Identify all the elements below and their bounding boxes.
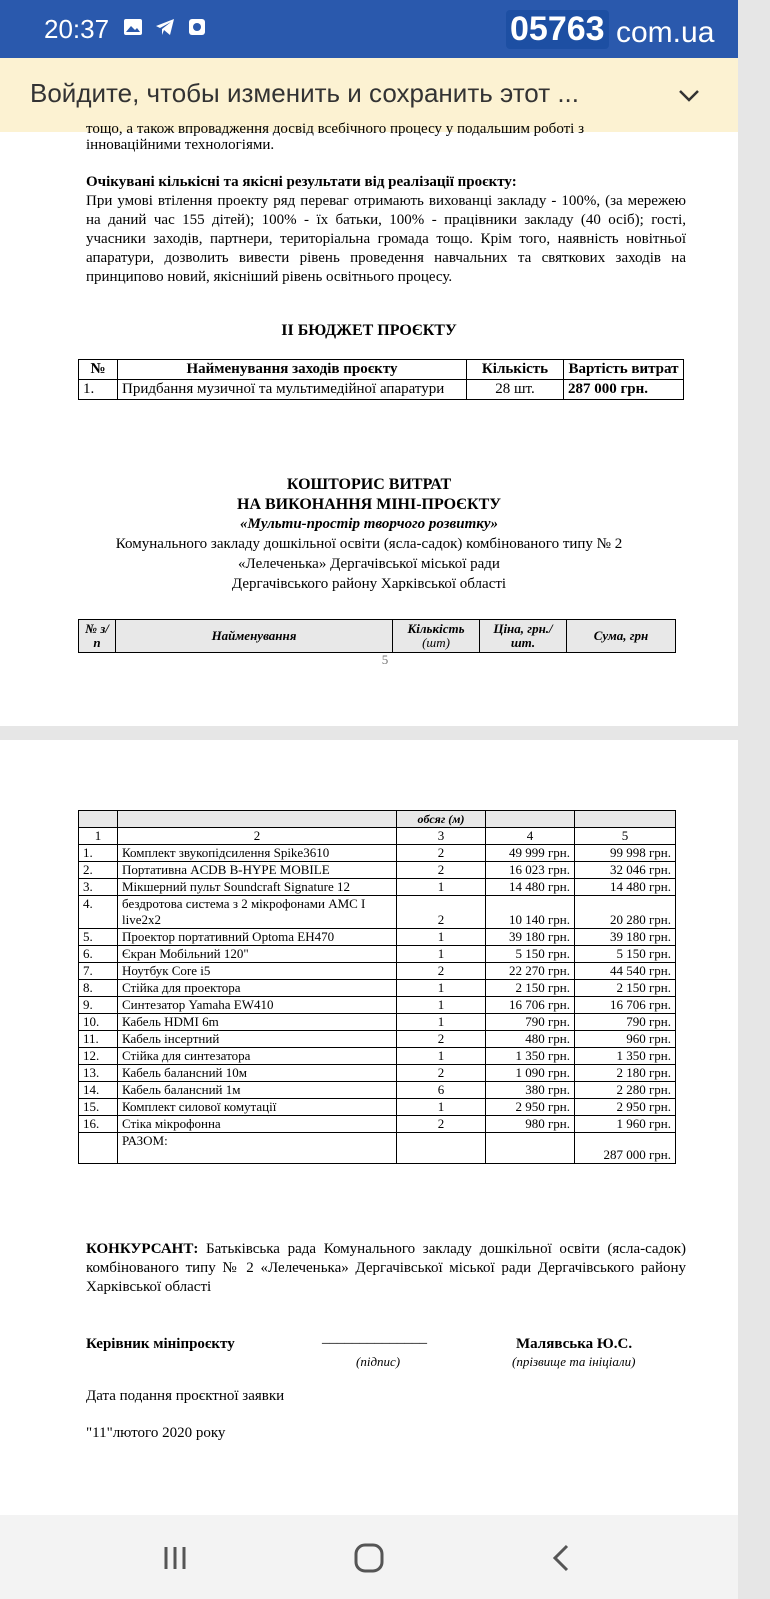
- item-price: 10 140 грн.: [486, 896, 575, 929]
- item-sum: 2 150 грн.: [575, 980, 676, 997]
- estimate-col-num: № з/п: [79, 620, 116, 653]
- leader-label: Керівник мініпроєкту: [86, 1336, 235, 1352]
- table-row: [79, 946, 676, 963]
- table-row: [79, 862, 676, 879]
- table-row: [79, 879, 676, 896]
- item-num: 4.: [79, 896, 118, 929]
- item-price: 2 150 грн.: [486, 980, 575, 997]
- item-num: 3.: [79, 879, 118, 896]
- items-table: [78, 810, 676, 1164]
- item-num: 14.: [79, 1082, 118, 1099]
- item-qty: 1: [397, 1014, 486, 1031]
- colnum-4: 4: [486, 828, 575, 845]
- item-name: Проектор портативний Optoma EH470: [118, 929, 397, 946]
- back-icon[interactable]: [545, 1541, 579, 1575]
- item-name: Мікшерний пульт Soundcraft Signature 12: [118, 879, 397, 896]
- table-row: [79, 980, 676, 997]
- total-value: 287 000 грн.: [575, 1133, 676, 1164]
- sign-line: ______________: [322, 1330, 427, 1346]
- status-bar: [0, 0, 738, 58]
- document-page-5: [0, 121, 738, 726]
- gallery-icon: [122, 16, 144, 38]
- table-row: [79, 1014, 676, 1031]
- name-caption: (прізвище та ініціали): [512, 1354, 636, 1369]
- item-num: 10.: [79, 1014, 118, 1031]
- results-text: При умові втілення проекту ряд переваг отримають вихованці закладу - 100%, (за мережею на даний час 155 дітей); 100% - їх батьки, 100% - працівники закладу (40 осіб); гості, учасники заходів, партнери, територіальна громада тощо. Крім того, наявність новітньої апаратури, дозволить вивести рівень проведення навчальних та святкових заходів на принципово новий, якісніший рівень освітнього процесу.: [86, 193, 686, 285]
- signin-text: Войдите, чтобы изменить и сохранить этот ...: [30, 78, 579, 108]
- item-sum: 1 960 грн.: [575, 1116, 676, 1133]
- app-icon: [186, 16, 208, 38]
- item-price: 980 грн.: [486, 1116, 575, 1133]
- item-qty: 2: [397, 896, 486, 929]
- table-row: [79, 1065, 676, 1082]
- page-number: 5: [381, 652, 389, 667]
- item-price: 39 180 грн.: [486, 929, 575, 946]
- results-heading: Очікувані кількісні та якісні результати від реалізації проєкту:: [86, 174, 517, 190]
- contestant-text: Батьківська рада Комунального закладу дошкільної освіти (ясла-садок) комбінованого типу № 2 «Лелеченька» Дергачівської міської ради Дергачівського району Харківської області: [86, 1241, 687, 1295]
- table-row: [79, 1116, 676, 1133]
- item-name: бездротова система з 2 мікрофонами AMC I live2x2: [118, 896, 397, 929]
- colnum-1: 1: [79, 828, 118, 845]
- estimate-subtitle: «Мульти-простір творчого розвитку»: [240, 516, 498, 532]
- budget-row-qty: 28 шт.: [467, 380, 564, 400]
- item-price: 16 706 грн.: [486, 997, 575, 1014]
- item-price: 49 999 грн.: [486, 845, 575, 862]
- item-name: Стійка для проектора: [118, 980, 397, 997]
- item-name: Стійка для синтезатора: [118, 1048, 397, 1065]
- item-name: Кабель інсертний: [118, 1031, 397, 1048]
- table-row: [79, 963, 676, 980]
- item-qty: 2: [397, 1065, 486, 1082]
- contestant-block: [86, 1240, 686, 1297]
- item-price: 16 023 грн.: [486, 862, 575, 879]
- estimate-col-name: Найменування: [116, 620, 393, 653]
- item-price: 1 090 грн.: [486, 1065, 575, 1082]
- item-qty: 1: [397, 997, 486, 1014]
- item-num: 9.: [79, 997, 118, 1014]
- estimate-header-table: [78, 619, 676, 653]
- item-num: 5.: [79, 929, 118, 946]
- item-sum: 790 грн.: [575, 1014, 676, 1031]
- home-icon[interactable]: [352, 1541, 386, 1575]
- item-price: 14 480 грн.: [486, 879, 575, 896]
- item-sum: 2 950 грн.: [575, 1099, 676, 1116]
- item-price: 5 150 грн.: [486, 946, 575, 963]
- item-name: Комплект звукопідсилення Spike3610: [118, 845, 397, 862]
- estimate-title2: НА ВИКОНАННЯ МІНІ-ПРОЄКТУ: [237, 496, 501, 513]
- telegram-icon: [154, 16, 176, 38]
- item-qty: 1: [397, 980, 486, 997]
- item-name: Кабель балансний 10м: [118, 1065, 397, 1082]
- item-name: Єкран Мобільний 120": [118, 946, 397, 963]
- status-time: 20:37: [44, 14, 110, 44]
- header-cont: обсяг (м): [397, 811, 486, 828]
- colnum-2: 2: [118, 828, 397, 845]
- item-qty: 2: [397, 963, 486, 980]
- budget-row-name: Придбання музичної та мультимедійної апаратури: [118, 380, 467, 400]
- budget-title: ІІ БЮДЖЕТ ПРОЄКТУ: [281, 322, 457, 339]
- table-row: [79, 896, 676, 929]
- table-row: [79, 1031, 676, 1048]
- colnum-3: 3: [397, 828, 486, 845]
- site-logo: [506, 8, 738, 58]
- table-row: [79, 845, 676, 862]
- chevron-down-icon[interactable]: [676, 82, 702, 108]
- table-row: [79, 1082, 676, 1099]
- item-qty: 2: [397, 845, 486, 862]
- item-sum: 14 480 грн.: [575, 879, 676, 896]
- estimate-org1: Комунального закладу дошкільної освіти (ясла-садок) комбінованого типу № 2: [115, 536, 623, 552]
- table-row: [79, 929, 676, 946]
- total-label: РАЗОМ:: [118, 1133, 397, 1164]
- qty-label: Кількість: [407, 621, 465, 636]
- intro-line: інноваційними технологіями.: [86, 137, 275, 153]
- system-nav-bar: [0, 1515, 738, 1599]
- item-qty: 2: [397, 1116, 486, 1133]
- estimate-col-qty: [393, 620, 480, 653]
- item-qty: 1: [397, 1099, 486, 1116]
- item-num: 12.: [79, 1048, 118, 1065]
- item-name: Кабель балансний 1м: [118, 1082, 397, 1099]
- item-num: 11.: [79, 1031, 118, 1048]
- item-qty: 6: [397, 1082, 486, 1099]
- date-value: "11"лютого 2020 року: [86, 1425, 226, 1441]
- item-price: 22 270 грн.: [486, 963, 575, 980]
- item-name: Синтезатор Yamaha EW410: [118, 997, 397, 1014]
- estimate-title1: КОШТОРИС ВИТРАТ: [286, 476, 452, 493]
- item-qty: 1: [397, 946, 486, 963]
- item-num: 6.: [79, 946, 118, 963]
- budget-row-num: 1.: [79, 380, 118, 400]
- item-num: 15.: [79, 1099, 118, 1116]
- item-name: Стіка мікрофонна: [118, 1116, 397, 1133]
- item-price: 1 350 грн.: [486, 1048, 575, 1065]
- item-qty: 1: [397, 929, 486, 946]
- budget-col-cost: Вартість витрат: [564, 360, 684, 380]
- budget-col-qty: Кількість: [467, 360, 564, 380]
- item-price: 790 грн.: [486, 1014, 575, 1031]
- leader-name: Малявська Ю.С.: [516, 1336, 633, 1352]
- item-sum: 16 706 грн.: [575, 997, 676, 1014]
- estimate-org3: Дергачівського району Харківської області: [231, 576, 507, 592]
- item-num: 7.: [79, 963, 118, 980]
- item-sum: 5 150 грн.: [575, 946, 676, 963]
- item-num: 8.: [79, 980, 118, 997]
- item-qty: 1: [397, 879, 486, 896]
- estimate-col-price: Ціна, грн./шт.: [480, 620, 567, 653]
- budget-col-name: Найменування заходів проєкту: [118, 360, 467, 380]
- qty-unit: (шт): [422, 635, 450, 650]
- sign-caption: (підпис): [356, 1354, 401, 1369]
- budget-col-num: №: [79, 360, 118, 380]
- contestant-label: КОНКУРСАНТ:: [86, 1241, 199, 1257]
- item-price: 2 950 грн.: [486, 1099, 575, 1116]
- item-qty: 1: [397, 1048, 486, 1065]
- budget-row-cost: 287 000 грн.: [564, 380, 684, 400]
- item-sum: 1 350 грн.: [575, 1048, 676, 1065]
- item-price: 380 грн.: [486, 1082, 575, 1099]
- item-num: 2.: [79, 862, 118, 879]
- item-sum: 2 280 грн.: [575, 1082, 676, 1099]
- item-name: Комплект силової комутації: [118, 1099, 397, 1116]
- item-num: 16.: [79, 1116, 118, 1133]
- table-row: [79, 1099, 676, 1116]
- budget-table: [78, 359, 684, 400]
- item-sum: 2 180 грн.: [575, 1065, 676, 1082]
- logo-badge: 05763: [506, 10, 609, 49]
- logo-domain: com.ua: [616, 16, 715, 49]
- item-qty: 2: [397, 862, 486, 879]
- item-sum: 44 540 грн.: [575, 963, 676, 980]
- estimate-col-sum: Сума, грн: [567, 620, 676, 653]
- item-sum: 20 280 грн.: [575, 896, 676, 929]
- cut-line: тощо, а також впровадження досвід всебічного процесу у подальшим роботі з: [86, 121, 585, 137]
- table-row: [79, 997, 676, 1014]
- item-sum: 99 998 грн.: [575, 845, 676, 862]
- table-row: [79, 1048, 676, 1065]
- item-name: Ноутбук Core i5: [118, 963, 397, 980]
- item-sum: 39 180 грн.: [575, 929, 676, 946]
- estimate-org2: «Лелеченька» Дергачівської міської ради: [238, 556, 500, 572]
- item-name: Портативна ACDB B-HYPE MOBILE: [118, 862, 397, 879]
- colnum-5: 5: [575, 828, 676, 845]
- document-page-6: [0, 740, 738, 1515]
- item-qty: 2: [397, 1031, 486, 1048]
- item-num: 1.: [79, 845, 118, 862]
- recent-apps-icon[interactable]: [158, 1541, 192, 1575]
- item-sum: 960 грн.: [575, 1031, 676, 1048]
- item-price: 480 грн.: [486, 1031, 575, 1048]
- date-label: Дата подання проєктної заявки: [86, 1388, 285, 1404]
- item-sum: 32 046 грн.: [575, 862, 676, 879]
- item-num: 13.: [79, 1065, 118, 1082]
- item-name: Кабель HDMI 6m: [118, 1014, 397, 1031]
